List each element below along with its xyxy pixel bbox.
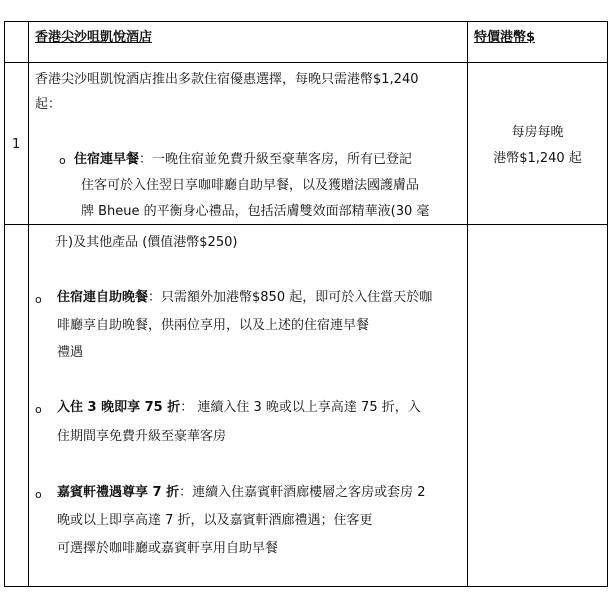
offer-club-line-2: 晚或以上即享高達 7 折，以及嘉賓軒酒廊禮遇；住客更	[57, 513, 373, 528]
offer-dinner-title: 住宿連自助晚餐	[57, 290, 149, 305]
intro-line-2: 起：	[35, 97, 62, 112]
bullet-marker: o	[35, 403, 42, 416]
offer-club-line-3: 可選擇於咖啡廳或嘉賓軒享用自助早餐	[57, 541, 279, 556]
table-left-border	[4, 21, 5, 587]
offer-club-line-1	[57, 485, 426, 501]
table-right-border	[607, 21, 608, 587]
price-line-1: 每房每晚	[511, 125, 564, 140]
price-column-border	[467, 21, 468, 587]
offer-three-nights-title: 入住 3 晚即享 75 折	[57, 400, 181, 415]
offer-club-text-1: ：連續入住嘉賓軒酒廊樓層之客房或套房 2	[179, 485, 426, 500]
offer-dinner-line-2: 啡廳享自助晚餐，供兩位享用，以及上述的住宿連早餐	[57, 318, 370, 333]
index-column-border	[28, 21, 29, 587]
offer-breakfast-line-1	[74, 152, 412, 168]
offer-dinner-line-1	[57, 290, 432, 306]
bullet-marker: o	[35, 293, 42, 306]
offer-breakfast-line-2: 住客可於入住翌日享咖啡廳自助早餐，以及獲贈法國護膚品	[81, 178, 420, 193]
offer-breakfast-text-1: ：一晚住宿並免費升級至豪華客房，所有已登記	[139, 152, 413, 167]
offer-dinner-line-3: 禮遇	[57, 345, 84, 360]
table-bottom-border	[4, 586, 608, 587]
intro-line-1: 香港尖沙咀凱悅酒店推出多款住宿優惠選擇，每晚只需港幣$1,240	[35, 72, 419, 87]
offer-breakfast-line-4: 升)及其他產品 (價值港幣$250)	[55, 235, 238, 250]
bullet-marker: o	[59, 154, 66, 167]
header-price-label: 特價港幣$	[474, 30, 536, 45]
price-line-2: 港幣$1,240 起	[493, 151, 582, 166]
offer-three-nights-line-2: 住期間享免費升級至豪華客房	[57, 429, 227, 444]
offer-club-title: 嘉賓軒禮遇尊享 7 折	[57, 485, 180, 500]
table-top-border	[4, 21, 608, 22]
header-bottom-border	[4, 62, 608, 63]
row-index: 1	[12, 137, 21, 152]
page-break-border	[4, 224, 608, 225]
header-hotel-name: 香港尖沙咀凱悅酒店	[35, 30, 153, 45]
offer-three-nights-line-1	[57, 400, 421, 416]
offer-breakfast-line-3: 牌 Bheue 的平衡身心禮品，包括活膚雙效面部精華液(30 毫	[81, 204, 430, 219]
offer-three-nights-text-1: ： 連續入住 3 晚或以上享高達 75 折，入	[180, 400, 421, 415]
offer-dinner-text-1: ：只需額外加港幣$850 起，即可於入住當天於咖	[148, 290, 433, 305]
bullet-marker: o	[35, 488, 42, 501]
offer-breakfast-title: 住宿連早餐	[74, 152, 140, 167]
